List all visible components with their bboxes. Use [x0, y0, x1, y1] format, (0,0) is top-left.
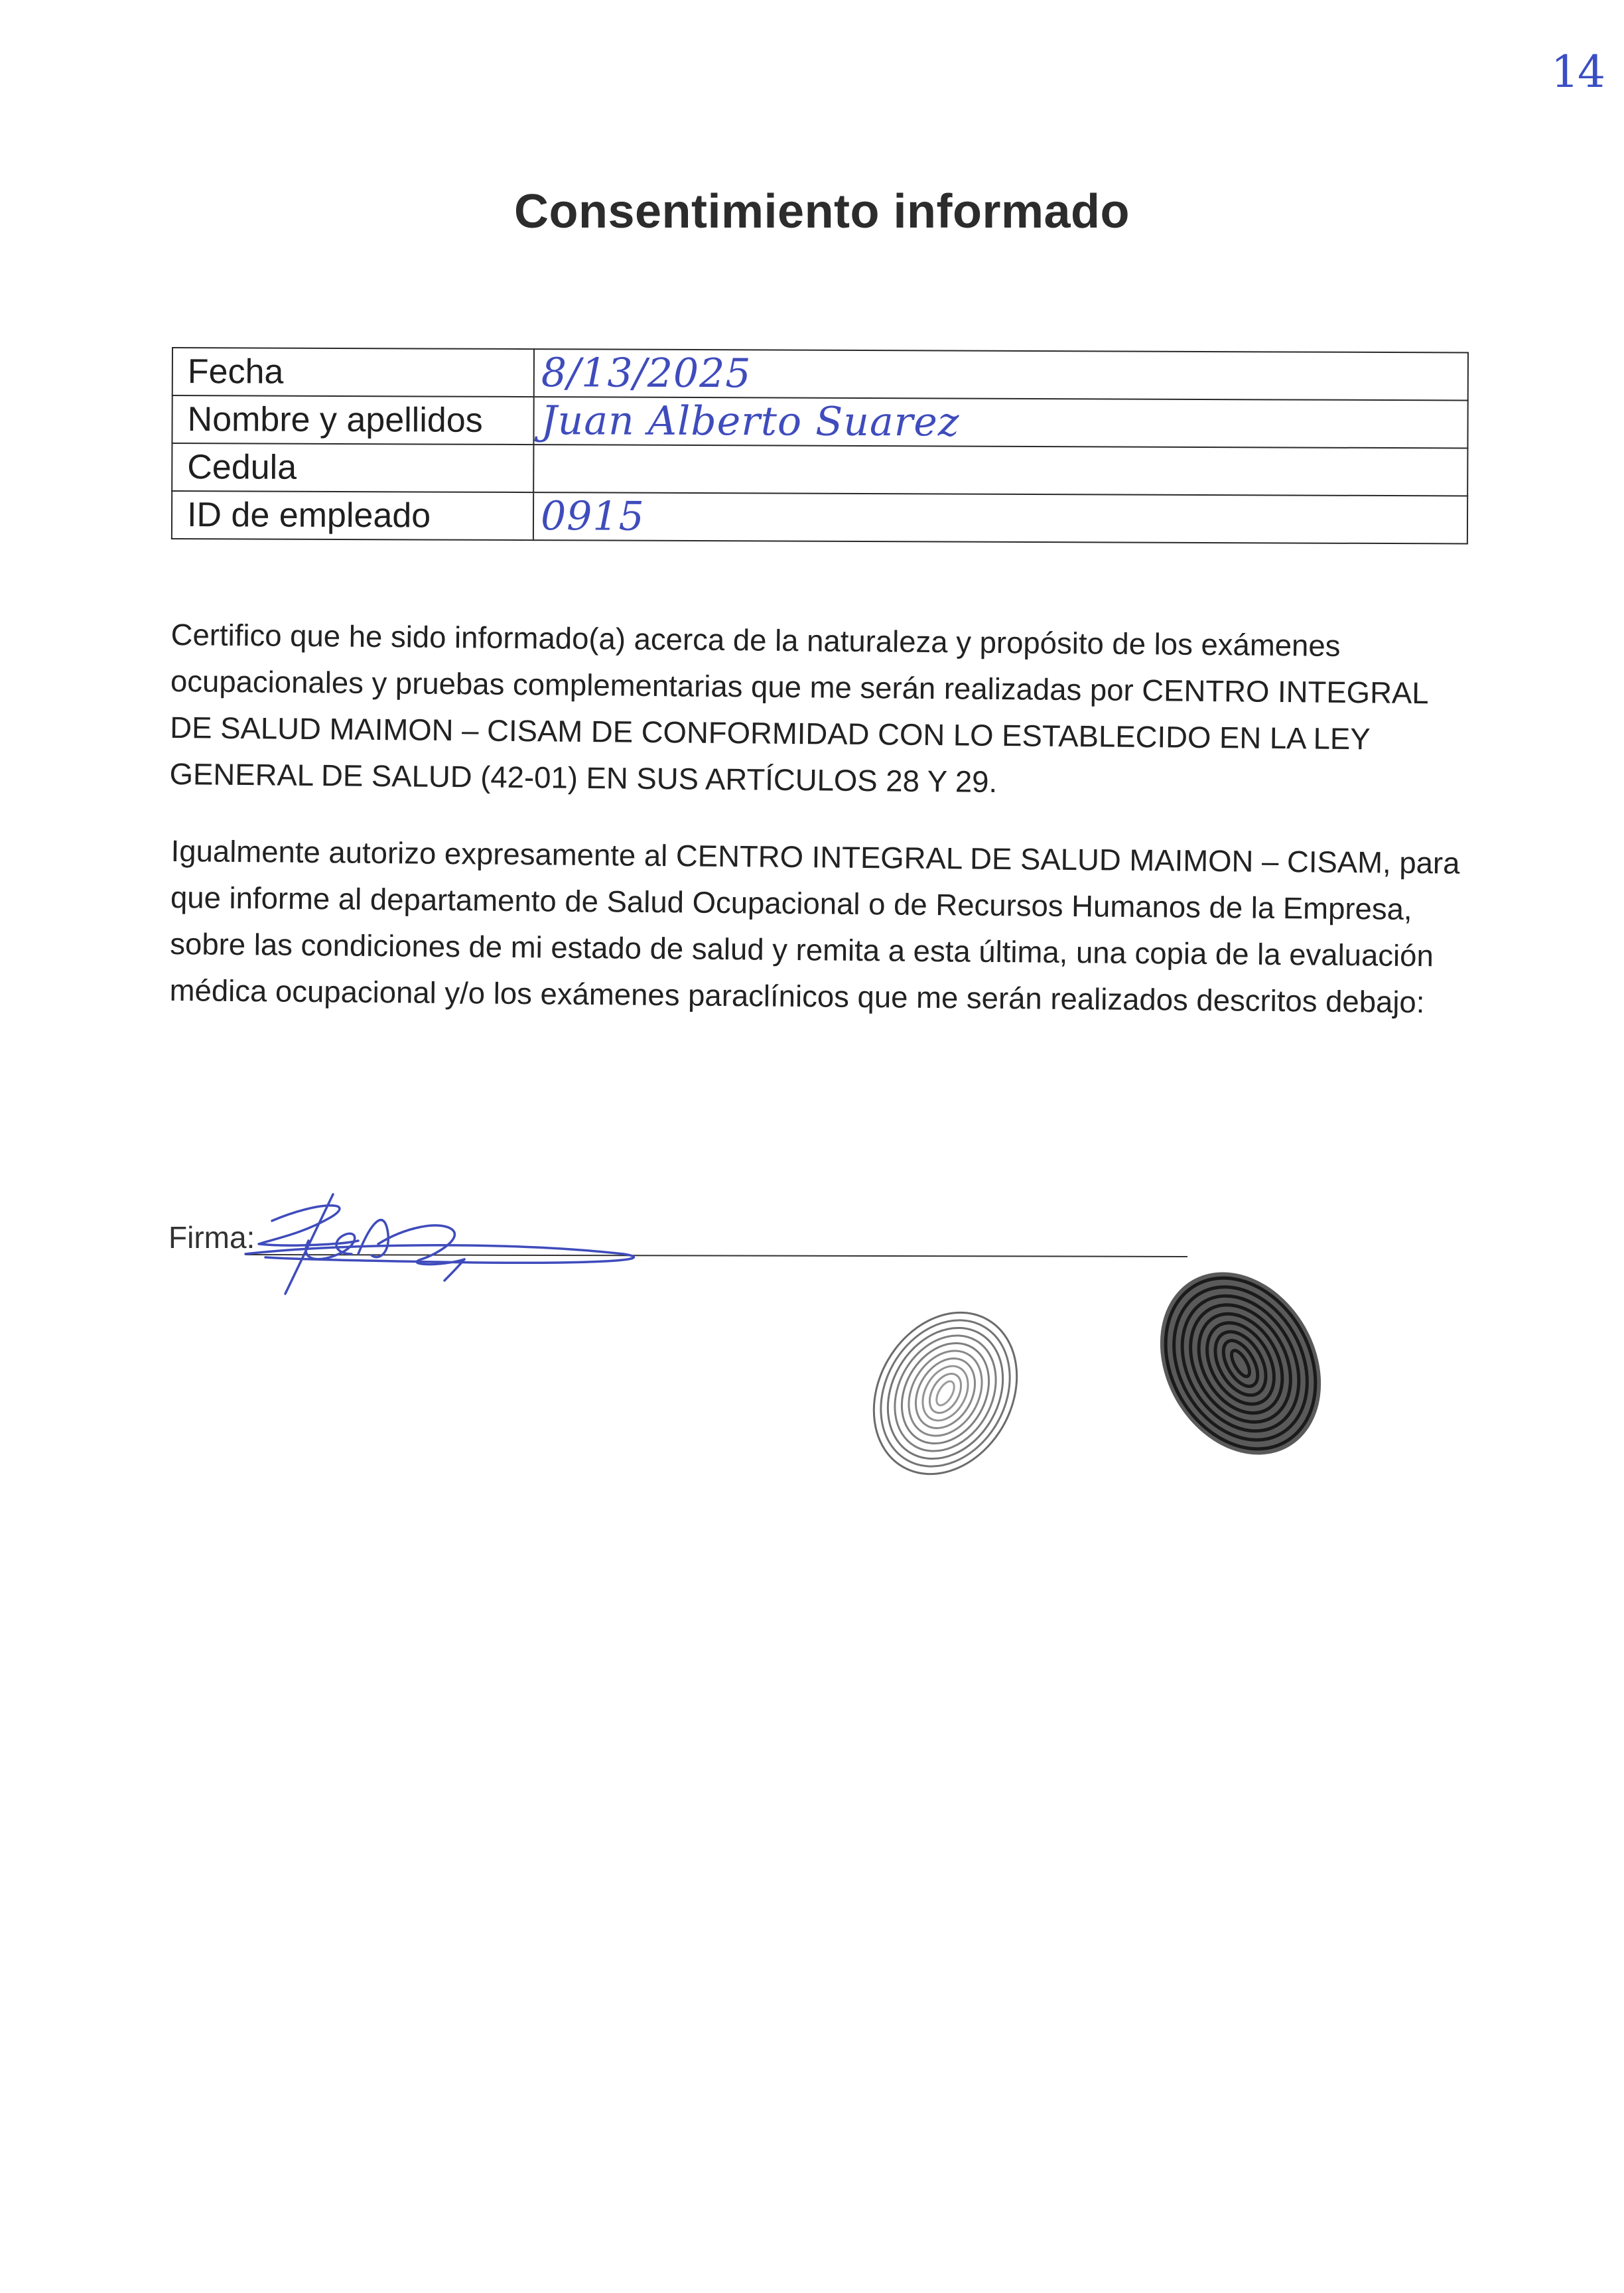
id-empleado-value: 0915: [540, 493, 645, 540]
fecha-value-cell: [534, 349, 1468, 400]
id-empleado-label: ID de empleado: [172, 491, 533, 540]
table-row-id-empleado: [172, 491, 1467, 543]
nombre-label: Nombre y apellidos: [172, 395, 533, 445]
page-title: Consentimiento informado: [514, 185, 1130, 238]
handwritten-signature: [159, 1181, 663, 1307]
nombre-value: Juan Alberto Suarez: [541, 397, 960, 446]
table-row-cedula: [172, 443, 1467, 496]
consent-paragraph-2: Igualmente autorizo expresamente al CENTRO INTEGRAL DE SALUD MAIMON – CISAM, para que informe al departamento de Salud Ocupacional o de Recursos Humanos de la Empresa, sobre las condiciones de mi estado de salud y remita a esta última, una copia de la evaluación médica ocupacional y/o los exámenes paraclínicos que me serán realizados descritos debajo:: [169, 833, 1460, 1020]
id-empleado-value-cell: [533, 492, 1467, 543]
nombre-value-cell: [533, 397, 1467, 448]
cedula-value: [534, 445, 541, 492]
table-row-fecha: [172, 348, 1468, 400]
fingerprint-left-icon: [849, 1294, 1042, 1486]
table-row-nombre: [172, 395, 1467, 448]
cedula-label: Cedula: [172, 443, 533, 492]
employee-info-table: [171, 347, 1469, 545]
fingerprint-right-icon: [1141, 1261, 1340, 1466]
fecha-value: 8/13/2025: [541, 350, 752, 397]
signature-label: Firma:: [169, 1220, 255, 1255]
consent-paragraph-1: Certifico que he sido informado(a) acerca de la naturaleza y propósito de los exámenes ocupacionales y pruebas complementarias que me serán realizadas por CENTRO INTEGRAL DE SALUD MAIMON – CISAM DE CONFORMIDAD CON LO ESTABLECIDO EN LA LEY GENERAL DE SALUD (42-01) EN SUS ARTÍCULOS 28 Y 29.: [169, 617, 1428, 799]
fecha-label: Fecha: [172, 348, 534, 397]
cedula-value-cell: [533, 445, 1467, 496]
page-number: 14: [1551, 46, 1604, 98]
